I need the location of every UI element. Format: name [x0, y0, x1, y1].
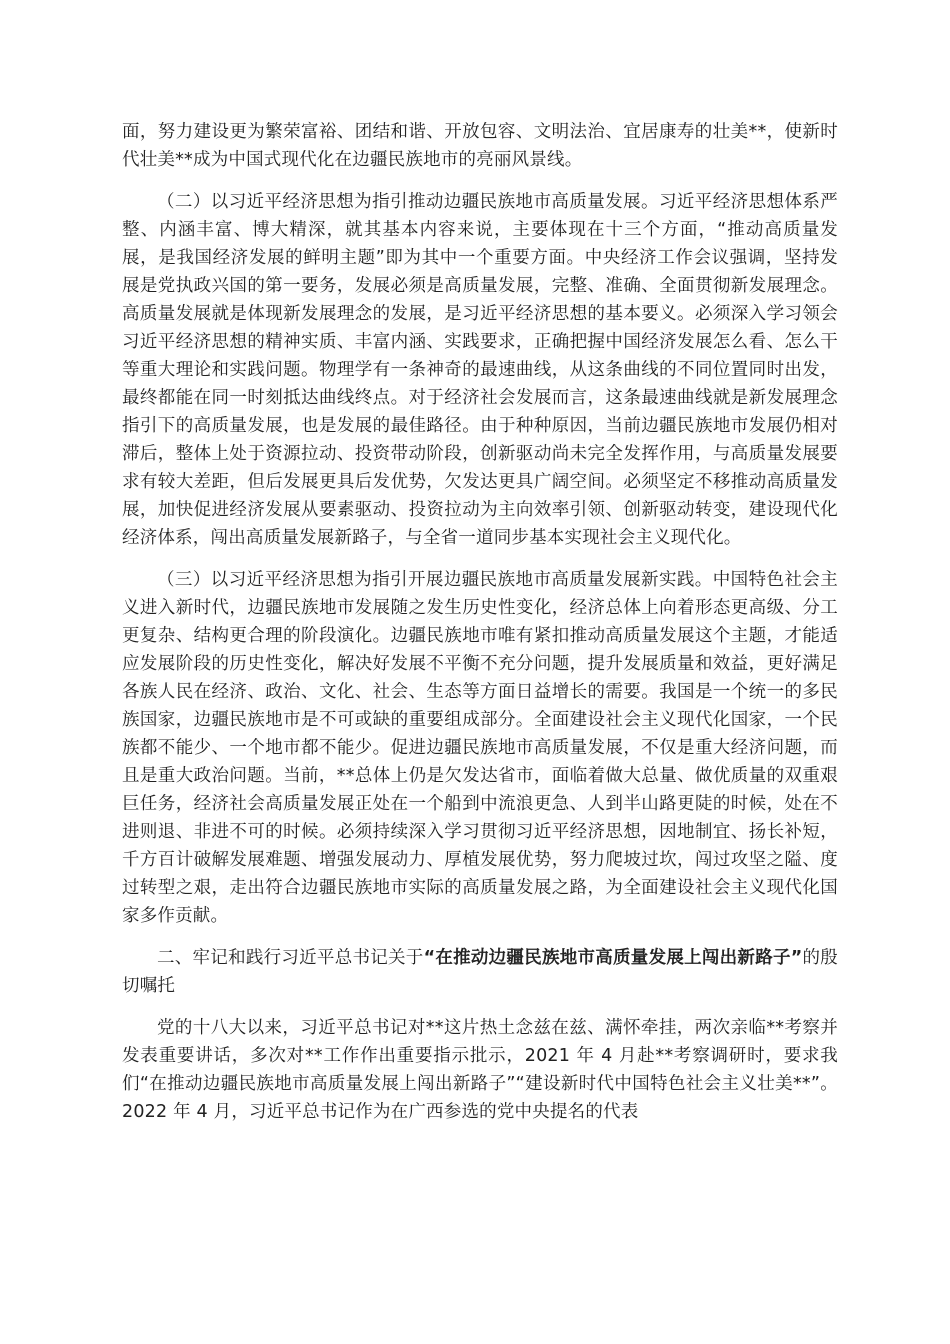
chapter-2-heading-tail: 的殷切嘱托: [122, 948, 838, 996]
paragraph-chapter-2-body: 党的十八大以来，习近平总书记对**这片热土念兹在兹、满怀牵挂，两次亲临**考察并发表重要讲话，多次对**工作作出重要指示批示，2021 年 4 月赴**考察调研时，要求我们“在推动边疆民族地市高质量发展上闯出新路子”“建设新时代中国特色社会主义壮美**”。2022 年 4 月，习近平总书记作为在广西参选的党中央提名的代表: [122, 1018, 838, 1122]
chapter-2-heading-lead: 二、牢记和践行习近平总书记关于: [157, 948, 424, 968]
section-3-body: 中国特色社会主义进入新时代，边疆民族地市发展随之发生历史性变化，经济总体上向着形态更高级、分工更复杂、结构更合理的阶段演化。边疆民族地市唯有紧扣推动高质量发展这个主题，才能适应发展阶段的历史性变化，解决好发展不平衡不充分问题，提升发展质量和效益，更好满足各族人民在经济、政治、文化、社会、生态等方面日益增长的需要。我国是一个统一的多民族国家，边疆民族地市是不可或缺的重要组成部分。全面建设社会主义现代化国家，一个民族都不能少、一个地市都不能少。促进边疆民族地市高质量发展，不仅是重大经济问题，而且是重大政治问题。当前，**总体上仍是欠发达省市，面临着做大总量、做优质量的双重艰巨任务，经济社会高质量发展正处在一个船到中流浪更急、人到半山路更陡的时候，处在不进则退、非进不可的时候。必须持续深入学习贯彻习近平经济思想，因地制宜、扬长补短，千方百计破解发展难题、增强发展动力、厚植发展优势，努力爬坡过坎，闯过攻坚之隘、度过转型之艰，走出符合边疆民族地市实际的高质量发展之路，为全面建设社会主义现代化国家多作贡献。: [122, 570, 838, 926]
paragraph-continuation: 面，努力建设更为繁荣富裕、团结和谐、开放包容、文明法治、宜居康寿的壮美**，使新时代壮美**成为中国式现代化在边疆民族地市的亮丽风景线。: [122, 122, 838, 170]
chapter-2-heading: [122, 944, 838, 1000]
paragraph-section-2: [122, 188, 838, 552]
paragraph-section-3: [122, 566, 838, 930]
document-page: [122, 118, 838, 1140]
section-3-heading: （三）以习近平经济思想为指引开展边疆民族地市高质量发展新实践。: [157, 570, 713, 590]
section-2-heading: （二）以习近平经济思想为指引推动边疆民族地市高质量发展。: [157, 192, 659, 212]
section-2-body: 习近平经济思想体系严整、内涵丰富、博大精深，就其基本内容来说，主要体现在十三个方面，“推动高质量发展，是我国经济发展的鲜明主题”即为其中一个重要方面。中央经济工作会议强调，坚持发展是党执政兴国的第一要务，发展必须是高质量发展，完整、准确、全面贯彻新发展理念。高质量发展就是体现新发展理念的发展，是习近平经济思想的基本要义。必须深入学习领会习近平经济思想的精神实质、丰富内涵、实践要求，正确把握中国经济发展怎么看、怎么干等重大理论和实践问题。物理学有一条神奇的最速曲线，从这条曲线的不同位置同时出发，最终都能在同一时刻抵达曲线终点。对于经济社会发展而言，这条最速曲线就是新发展理念指引下的高质量发展，也是发展的最佳路径。由于种种原因，当前边疆民族地市发展仍相对滞后，整体上处于资源拉动、投资带动阶段，创新驱动尚未完全发挥作用，与高质量发展要求有较大差距，但后发展更具后发优势，欠发达更具广阔空间。必须坚定不移推动高质量发展，加快促进经济发展从要素驱动、投资拉动为主向效率引领、创新驱动转变，建设现代化经济体系，闯出高质量发展新路子，与全省一道同步基本实现社会主义现代化。: [122, 192, 838, 548]
chapter-2-heading-quote: “在推动边疆民族地市高质量发展上闯出新路子”: [423, 948, 803, 968]
